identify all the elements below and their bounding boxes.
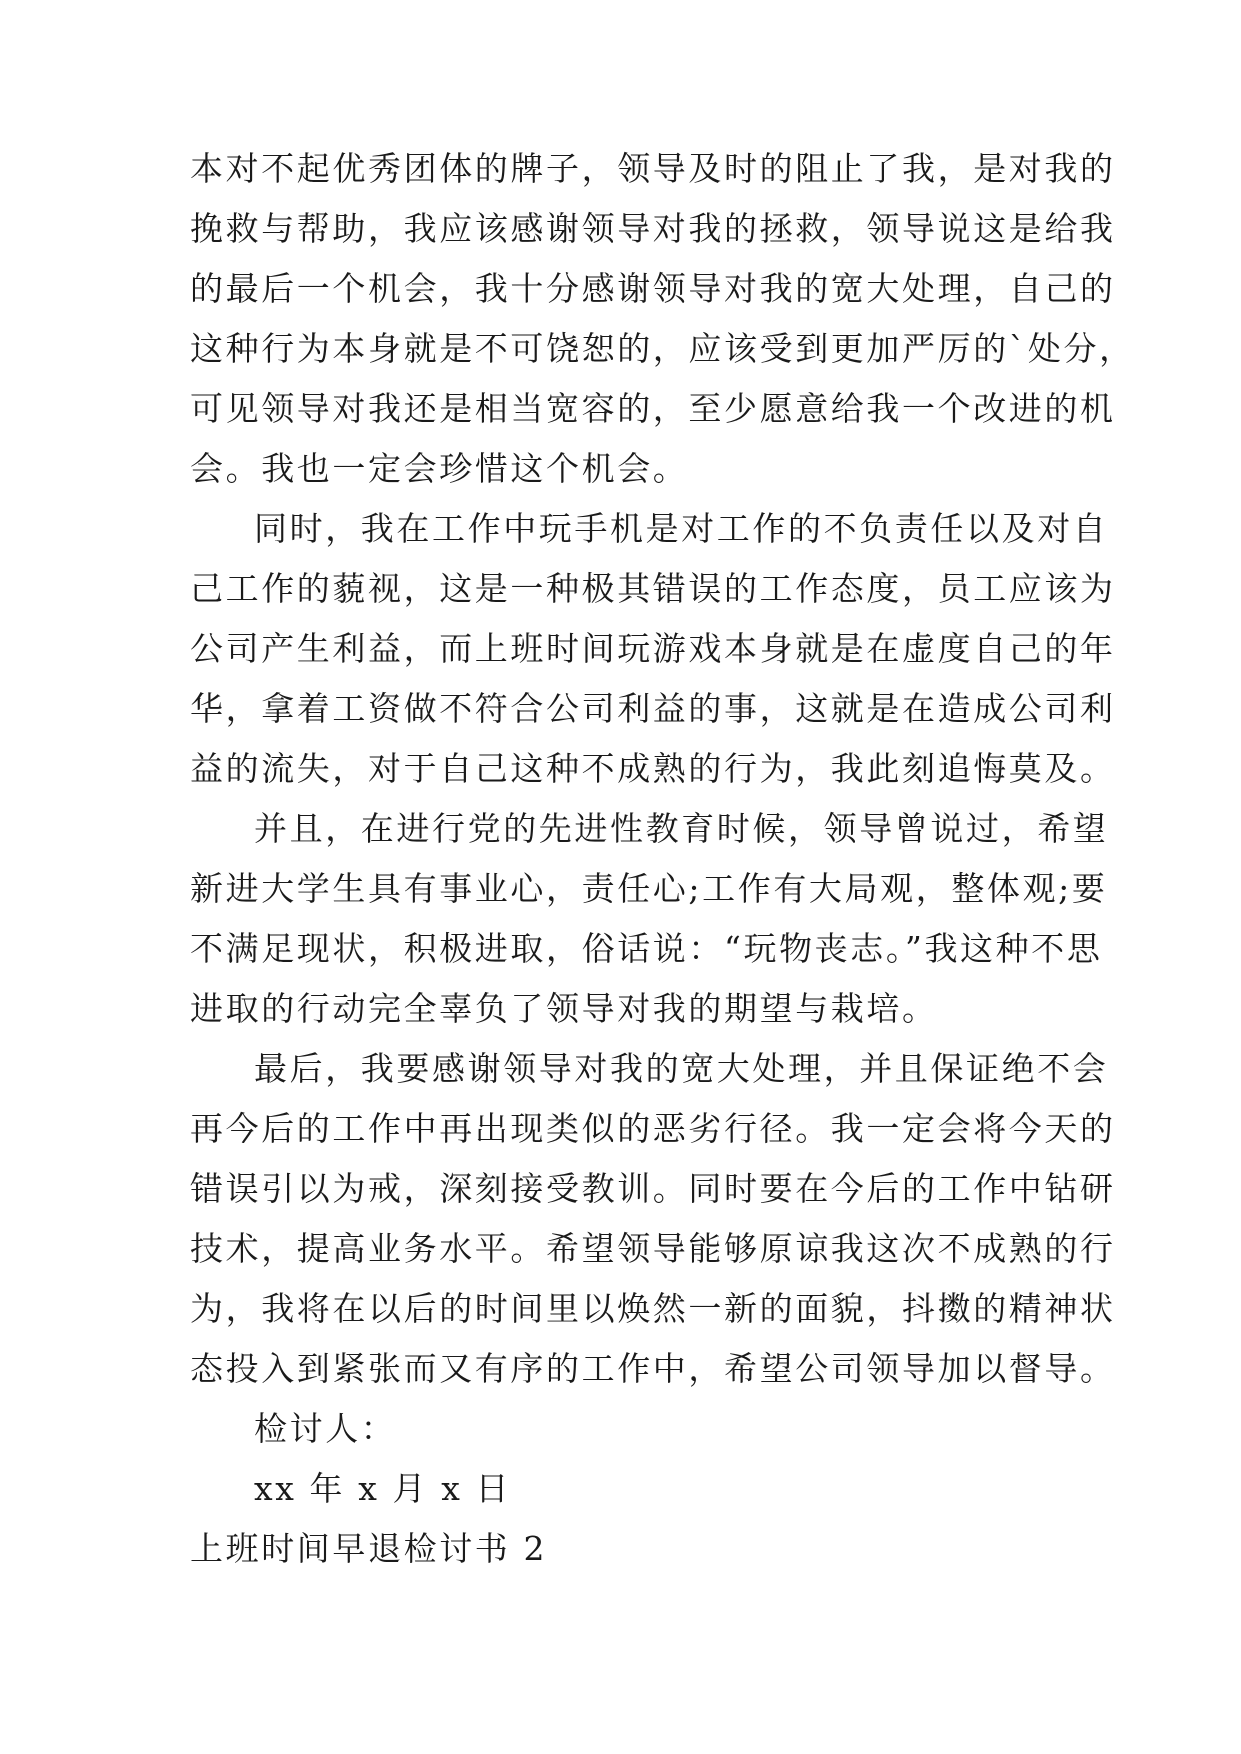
text-line: 本对不起优秀团体的牌子，领导及时的阻止了我，是对我的 <box>190 149 1116 188</box>
date-line: xx 年 x 月 x 日 <box>254 1469 512 1508</box>
text-line: 技术，提高业务水平。希望领导能够原谅我这次不成熟的行 <box>190 1229 1116 1268</box>
text-line: 进取的行动完全辜负了领导对我的期望与栽培。 <box>190 989 938 1028</box>
text-line: 公司产生利益，而上班时间玩游戏本身就是在虚度自己的年 <box>190 629 1116 668</box>
paragraph-start-line: 并且，在进行党的先进性教育时候，领导曾说过，希望 <box>254 809 1109 848</box>
text-line: 新进大学生具有事业心，责任心;工作有大局观，整体观;要 <box>190 869 1108 908</box>
text-line: 可见领导对我还是相当宽容的，至少愿意给我一个改进的机 <box>190 389 1116 428</box>
text-line: 的最后一个机会，我十分感谢领导对我的宽大处理，自己的 <box>190 269 1116 308</box>
signature-label: 检讨人： <box>254 1409 397 1448</box>
text-line: 再今后的工作中再出现类似的恶劣行径。我一定会将今天的 <box>190 1109 1116 1148</box>
text-line: 这种行为本身就是不可饶恕的，应该受到更加严厉的`处分， <box>190 329 1135 368</box>
text-line: 态投入到紧张而又有序的工作中，希望公司领导加以督导。 <box>190 1349 1116 1388</box>
text-line: 益的流失，对于自己这种不成熟的行为，我此刻追悔莫及。 <box>190 749 1116 788</box>
paragraph-start-line: 同时，我在工作中玩手机是对工作的不负责任以及对自 <box>254 509 1109 548</box>
text-line: 己工作的藐视，这是一种极其错误的工作态度，员工应该为 <box>190 569 1116 608</box>
text-line: 为，我将在以后的时间里以焕然一新的面貌，抖擞的精神状 <box>190 1289 1116 1328</box>
text-line: 挽救与帮助，我应该感谢领导对我的拯救，领导说这是给我 <box>190 209 1116 248</box>
next-section-title: 上班时间早退检讨书 2 <box>190 1529 548 1568</box>
paragraph-start-line: 最后，我要感谢领导对我的宽大处理，并且保证绝不会 <box>254 1049 1109 1088</box>
text-line: 不满足现状，积极进取，俗话说：“玩物丧志。”我这种不思 <box>190 929 1103 968</box>
text-line: 华，拿着工资做不符合公司利益的事，这就是在造成公司利 <box>190 689 1116 728</box>
text-line: 会。我也一定会珍惜这个机会。 <box>190 449 689 488</box>
text-line: 错误引以为戒，深刻接受教训。同时要在今后的工作中钻研 <box>190 1169 1116 1208</box>
